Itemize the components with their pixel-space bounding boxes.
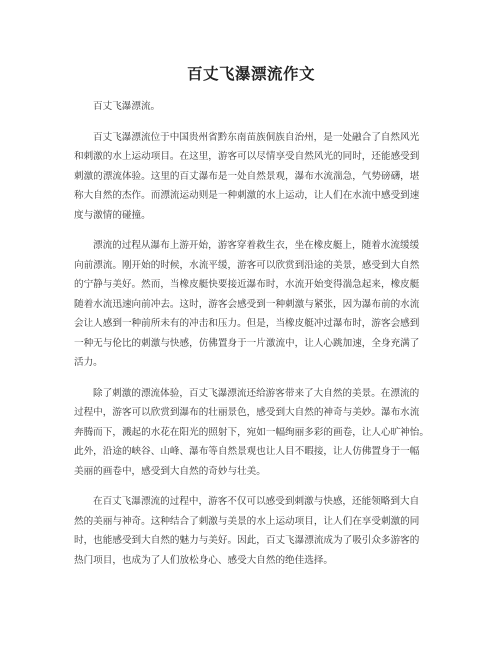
paragraph-line: 过程中，游客可以欣赏到瀑布的壮丽景色，感受到大自然的神奇与美妙。瀑布水流 [74,407,420,418]
paragraph-line: 在百丈飞瀑漂流的过程中，游客不仅可以感受到刺激与快感，还能领略到大自 [93,496,420,507]
paragraph-line: 时，也能感受到大自然的魅力与美好。因此，百丈飞瀑漂流成为了吸引众多游客的 [74,535,420,546]
paragraph-line: 除了刺激的漂流体验，百丈飞瀑漂流还给游客带来了大自然的美景。在漂流的 [93,387,420,399]
paragraph-line: 漂流的过程从瀑布上游开始，游客穿着救生衣，坐在橡皮艇上，随着水流缓缓 [93,240,420,251]
paragraph-4 [74,384,434,482]
paragraph-line: 此外，沿途的峡谷、山峰、瀑布等自然景观也让人目不暇接，让人仿佛置身于一幅 [74,446,420,457]
paragraph-line: 随着水流迅速向前冲去。这时，游客会感受到一种刺激与紧张，因为瀑布前的水流 [74,298,420,310]
document-title: 百丈飞瀑漂流作文 [186,65,315,83]
paragraph-line: 美丽的画卷中，感受到大自然的奇妙与壮美。 [74,465,266,477]
paragraph-2 [74,128,434,226]
paragraph-line: 活力。 [74,357,103,368]
paragraph-1 [74,97,434,117]
document-body [74,97,434,581]
paragraph-line: 刺激的漂流体验。这里的百丈瀑布是一处自然景观，瀑布水流湍急，气势磅礴，堪 [74,170,420,182]
paragraph-line: 和刺激的水上运动项目。在这里，游客可以尽情享受自然风光的同时，还能感受到 [74,151,420,162]
paragraph-line: 热门项目，也成为了人们放松身心、感受大自然的绝佳选择。 [74,554,334,566]
paragraph-line: 奔腾而下，溅起的水花在阳光的照射下，宛如一幅绚丽多彩的画卷，让人心旷神怡。 [74,426,429,438]
paragraph-line: 然的美丽与神奇。这种结合了刺激与美景的水上运动项目，让人们在享受刺激的同 [74,515,420,527]
paragraph-5 [74,492,434,570]
paragraph-line: 的宁静与美好。然而，当橡皮艇快要接近瀑布时，水流开始变得湍急起来，橡皮艇 [74,279,420,290]
paragraph-line: 向前漂流。刚开始的时候，水流平缓，游客可以欣赏到沿途的美景，感受到大自然 [74,259,420,271]
paragraph-line: 会让人感到一种前所未有的冲击和压力。但是，当橡皮艇冲过瀑布时，游客会感到 [74,318,420,329]
paragraph-line: 百丈飞瀑漂流。 [93,101,161,112]
paragraph-line: 称大自然的杰作。而漂流运动则是一种刺激的水上运动，让人们在水流中感受到速 [74,190,420,201]
paragraph-line: 百丈飞瀑漂流位于中国贵州省黔东南苗族侗族自治州，是一处融合了自然风光 [93,131,420,143]
paragraph-line: 一种无与伦比的刺激与快感，仿佛置身于一片激流中，让人心跳加速，全身充满了 [74,337,420,349]
paragraph-3 [74,236,434,373]
paragraph-line: 度与激情的碰撞。 [74,209,151,221]
